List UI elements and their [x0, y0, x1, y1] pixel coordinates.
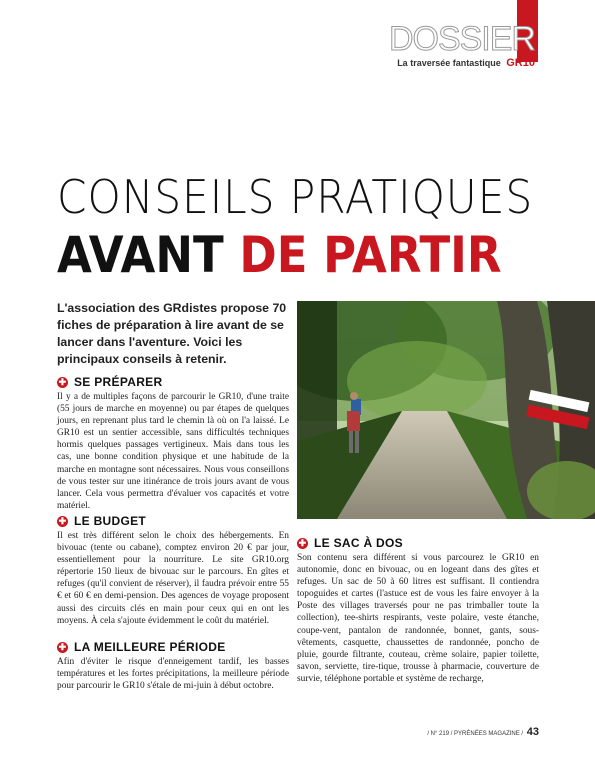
section-body-meilleure-periode: Afin d'éviter le risque d'enneigement tardif, les basses températures et les fortes précipitations, la meilleure période pour parcourir le GR10 s'étale de mi-juin à début octobre. — [57, 657, 289, 692]
section-title: LE SAC À DOS — [314, 536, 403, 550]
hiker-forest-photo — [297, 301, 595, 519]
section-title: SE PRÉPARER — [74, 375, 163, 389]
section-heading-se-preparer — [57, 375, 162, 389]
issue-info: / N° 219 / PYRÉNÉES MAGAZINE / — [427, 731, 524, 737]
title-line-2b: DE PARTIR — [239, 226, 502, 284]
section-body-budget: Il est très différent selon le choix des hébergements. En bivouac (tente ou cabane), comptez environ 20 € par jour, essentiellement pour la nourriture. Le site GR10.org répertorie 150 lieux de bivouac sur le parcours. En gîtes et refuges (qu'il convient de réserver), il faudra prévoir entre 55 € et 60 € en demi-pension. Des agences de voyage proposent aussi des circuits clés en main pour ceux qui en ont les moyens. À cela s'ajoute évidemment le coût du matériel. — [57, 531, 289, 626]
section-body-sac-a-dos: Son contenu sera différent si vous parcourez le GR10 en autonomie, donc en bivouac, ou en logeant dans des gîtes et refuges. Un sac de 50 à 60 litres est suffisant. Il contiendra topoguides et cartes (l'astuce est de vous les faire envoyer à la Poste des villages traversés pour ne pas trimballer toute la collection), tee-shirts respirants, veste polaire, veste étanche, coupe-vent, pantalon de randonnée, bonnet, gants, sous-vêtements, casquette, chaussettes de randonnée, poncho de pluie, gourde filtrante, couteau, crème solaire, papier toilette, savon, serviette, tire-tique, trousse à pharmacie, couverture de survie, téléphone portable et système de recharge, — [297, 553, 539, 684]
section-title: LA MEILLEURE PÉRIODE — [74, 640, 226, 654]
header-subtitle — [397, 57, 535, 69]
plus-bullet-icon: ✚ — [58, 641, 67, 652]
plus-bullet-icon: ✚ — [58, 376, 67, 387]
title-line-1: CONSEILS PRATIQUES — [57, 170, 534, 224]
section-heading-budget — [57, 514, 146, 528]
page-number: 43 — [526, 726, 539, 738]
section-title: LE BUDGET — [74, 514, 147, 528]
plus-bullet-icon: ✚ — [58, 515, 67, 526]
page-footer — [427, 726, 539, 738]
header-subtitle-text: La traversée fantastique — [397, 58, 501, 68]
plus-bullet-icon: ✚ — [298, 537, 307, 548]
dossier-label: DOSSIER — [388, 20, 535, 58]
title-line-2 — [57, 228, 502, 282]
section-heading-meilleure-periode — [57, 640, 226, 654]
section-heading-sac-a-dos — [297, 536, 403, 550]
gr10-logo: GR10 — [506, 57, 535, 69]
section-body-se-preparer: Il y a de multiples façons de parcourir le GR10, d'une traite (55 jours de marche en moyenne) ou par étapes de quelques jours, en reprenant plus tard le chemin là où on l'a laissé. Le GR10 est un sentier accessible, sans difficultés techniques hormis quelques passages vertigineux. Mais dans tous les cas, une bonne condition physique et une habitude de la marche en montagne sont nécessaires. Nous vous conseillons de vous tester sur une itinérance de trois jours avant de vous lancer. Cela vous permettra d'évaluer vos capacités et votre matériel. — [57, 392, 289, 511]
title-line-2a: AVANT — [57, 226, 224, 284]
intro-paragraph: L'association des GRdistes propose 70 fiches de préparation à lire avant de se lancer dans l'aventure. Voici les principaux conseils à retenir. — [57, 301, 287, 366]
